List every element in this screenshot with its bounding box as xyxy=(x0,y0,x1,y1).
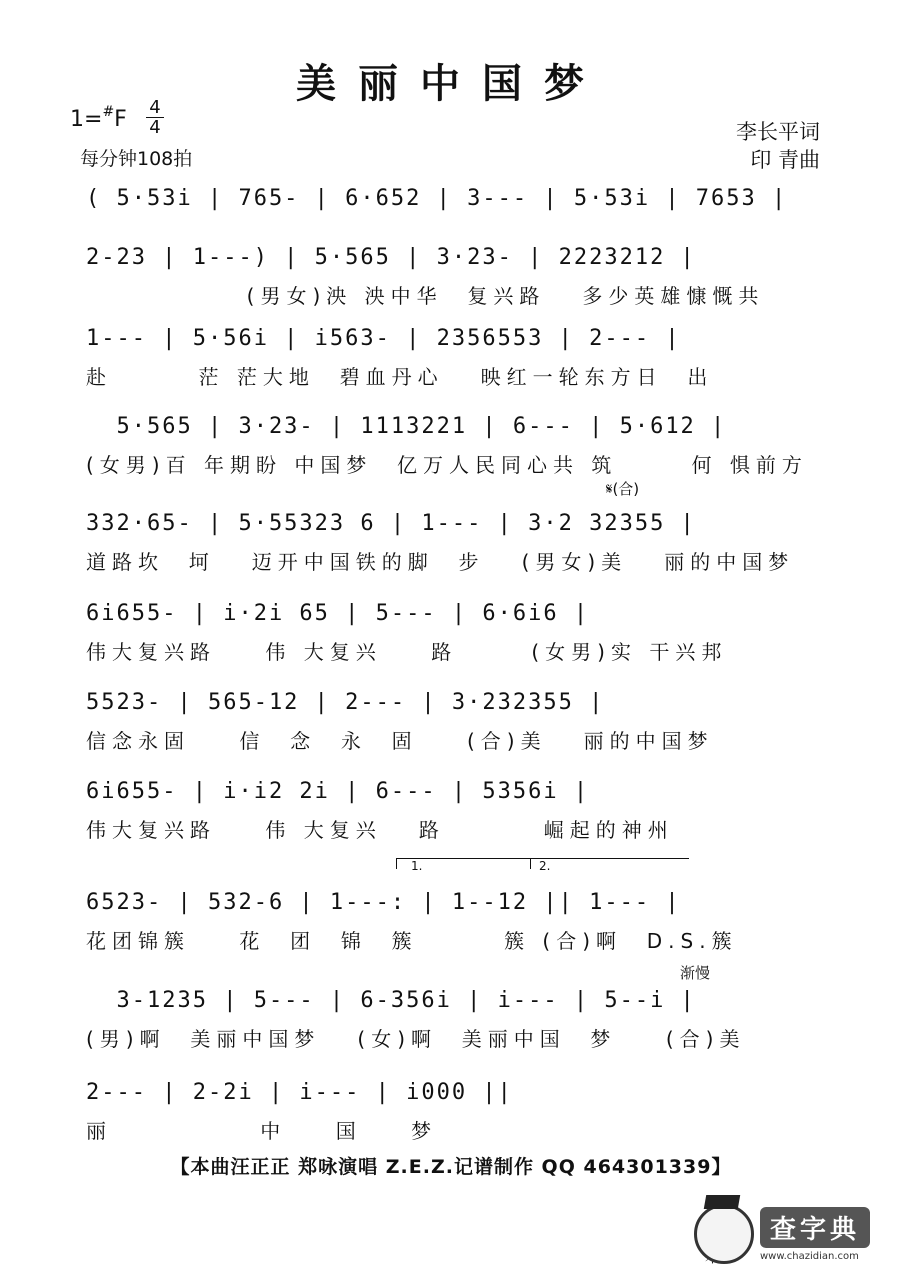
score-row xyxy=(0,597,902,693)
logo-text xyxy=(760,1207,870,1262)
lyric-line: (男女)泱 泱中华 复兴路 多少英雄慷慨共 xyxy=(86,284,765,308)
sharp-sign: # xyxy=(102,104,115,120)
lyric-line: 伟大复兴路 伟 大复兴 路 崛起的神州 xyxy=(86,818,674,842)
logo-name: 查字典 xyxy=(760,1207,870,1248)
notation-line: 2-23 | 1---) | 5·565 | 3·23- | 2223212 | xyxy=(86,245,696,270)
volta-2: 2. xyxy=(530,858,689,869)
score-row xyxy=(0,886,902,982)
notation-line: 2--- | 2-2i | i--- | i000 || xyxy=(86,1080,513,1105)
ritardando-mark: 渐慢 xyxy=(680,964,711,982)
notation-line: 6i655- | i·2i 65 | 5--- | 6·6i6 | xyxy=(86,601,590,626)
score-row xyxy=(0,322,902,418)
site-logo xyxy=(694,1199,894,1269)
notation-line: 6523- | 532-6 | 1---: | 1--12 || 1--- | xyxy=(86,890,681,915)
notation-line: 3-1235 | 5--- | 6-356i | i--- | 5--i | xyxy=(86,988,696,1013)
key-prefix: 1= xyxy=(70,107,103,132)
score-row xyxy=(0,984,902,1080)
notation-line: 6i655- | i·i2 2i | 6--- | 5356i | xyxy=(86,779,590,804)
time-signature xyxy=(146,98,164,137)
footer-credits: 【本曲汪正正 郑咏演唱 Z.E.Z.记谱制作 QQ 464301339】 xyxy=(170,1156,732,1178)
composer: 印 青曲 xyxy=(750,148,820,172)
time-bottom: 4 xyxy=(146,117,164,137)
lyric-line: 花团锦簇 花 团 锦 簇 簇 (合)啊 D.S.簇 xyxy=(86,929,738,953)
lyric-line: 赴 茫 茫大地 碧血丹心 映红一轮东方日 出 xyxy=(86,365,714,389)
lyric-line: 丽 中 国 梦 xyxy=(86,1119,438,1143)
notation-line: 1--- | 5·56i | i563- | 2356553 | 2--- | xyxy=(86,326,681,351)
key-note: F xyxy=(114,107,127,132)
score-row xyxy=(0,775,902,871)
lyric-line: 道路坎 坷 迈开中国铁的脚 步 (男女)美 丽的中国梦 xyxy=(86,550,795,574)
score-row xyxy=(0,686,902,782)
notation-line: ( 5·53i | 765- | 6·652 | 3--- | 5·53i | 7653 | xyxy=(86,186,788,211)
lyricist: 李长平词 xyxy=(736,120,820,144)
notation-line: 5523- | 565-12 | 2--- | 3·232355 | xyxy=(86,690,605,715)
volta-1: 1. xyxy=(396,858,539,869)
lyric-line: (男)啊 美丽中国梦 (女)啊 美丽中国 梦 (合)美 xyxy=(86,1027,746,1051)
lyric-line: 伟大复兴路 伟 大复兴 路 (女男)实 干兴邦 xyxy=(86,640,728,664)
time-top: 4 xyxy=(149,97,161,118)
lyric-line: 信念永固 信 念 永 固 (合)美 丽的中国梦 xyxy=(86,729,714,753)
notation-line: 332·65- | 5·55323 6 | 1--- | 3·2 32355 | xyxy=(86,511,696,536)
song-title: 美丽中国梦 xyxy=(296,60,606,107)
notation-line: 5·565 | 3·23- | 1113221 | 6--- | 5·612 | xyxy=(86,414,727,439)
lyric-line: (女男)百 年期盼 中国梦 亿万人民同心共 筑 何 惧前方 xyxy=(86,453,808,477)
score-row xyxy=(0,507,902,603)
score-row xyxy=(0,410,902,506)
logo-url: www.chazidian.com xyxy=(760,1250,859,1262)
key-signature xyxy=(70,104,127,132)
segno-mark: 𝄋(合) xyxy=(606,480,640,498)
tempo-marking: 每分钟108拍 xyxy=(80,148,193,170)
mascot-icon xyxy=(694,1204,754,1264)
